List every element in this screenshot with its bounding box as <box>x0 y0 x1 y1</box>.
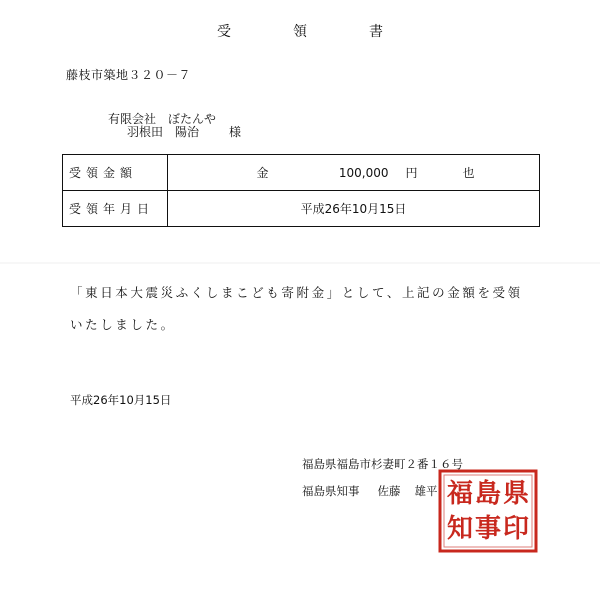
seal-char-ken: 県 <box>502 479 530 509</box>
seal-char-chi: 知 <box>446 514 474 544</box>
document-title <box>0 21 600 41</box>
seal-char-fuku: 福 <box>446 479 474 509</box>
seal-graphic <box>437 468 539 554</box>
receipt-table <box>62 154 540 227</box>
issuer-title: 福島県知事 <box>302 484 360 498</box>
issuer-name <box>302 483 438 499</box>
recipient-company: 有限会社 ぼたんや <box>108 112 217 126</box>
recipient-address: 藤枝市築地３２０－７ <box>66 68 192 82</box>
scan-artifact <box>0 262 600 264</box>
seal-char-ji: 事 <box>474 514 502 544</box>
amount-prefix: 金 <box>256 166 269 180</box>
recipient-family-name: 羽根田 <box>127 125 164 139</box>
body-text-line-2: いたしました。 <box>70 317 176 332</box>
issuer-address: 福島県福島市杉妻町２番１６号 <box>302 457 463 471</box>
amount-value: 100,000 <box>338 166 389 180</box>
body-text-line-1: 「東日本大震災ふくしまこども寄附金」として、上記の金額を受領 <box>70 285 523 300</box>
issuer-family-name: 佐藤 <box>377 484 401 498</box>
amount-unit: 円 <box>405 166 418 180</box>
title-char-1: 受 <box>217 24 231 40</box>
seal-char-in: 印 <box>502 514 530 544</box>
issuer-given-name: 雄平 <box>414 484 438 498</box>
recipient-name <box>127 123 241 140</box>
official-seal-stamp <box>437 468 539 554</box>
amount-label: 受領金額 <box>63 155 168 191</box>
date-value: 平成26年10月15日 <box>168 191 540 227</box>
issue-date: 平成26年10月15日 <box>70 393 172 407</box>
date-label: 受領年月日 <box>63 191 168 227</box>
title-char-2: 領 <box>293 24 307 40</box>
recipient-honorific: 様 <box>229 125 242 139</box>
amount-value-cell <box>168 155 540 191</box>
date-row <box>63 191 540 227</box>
seal-char-shima: 島 <box>474 479 502 509</box>
amount-row <box>63 155 540 191</box>
title-char-3: 書 <box>369 24 383 40</box>
amount-suffix: 也 <box>462 166 475 180</box>
recipient-given-name: 陽治 <box>175 125 200 139</box>
